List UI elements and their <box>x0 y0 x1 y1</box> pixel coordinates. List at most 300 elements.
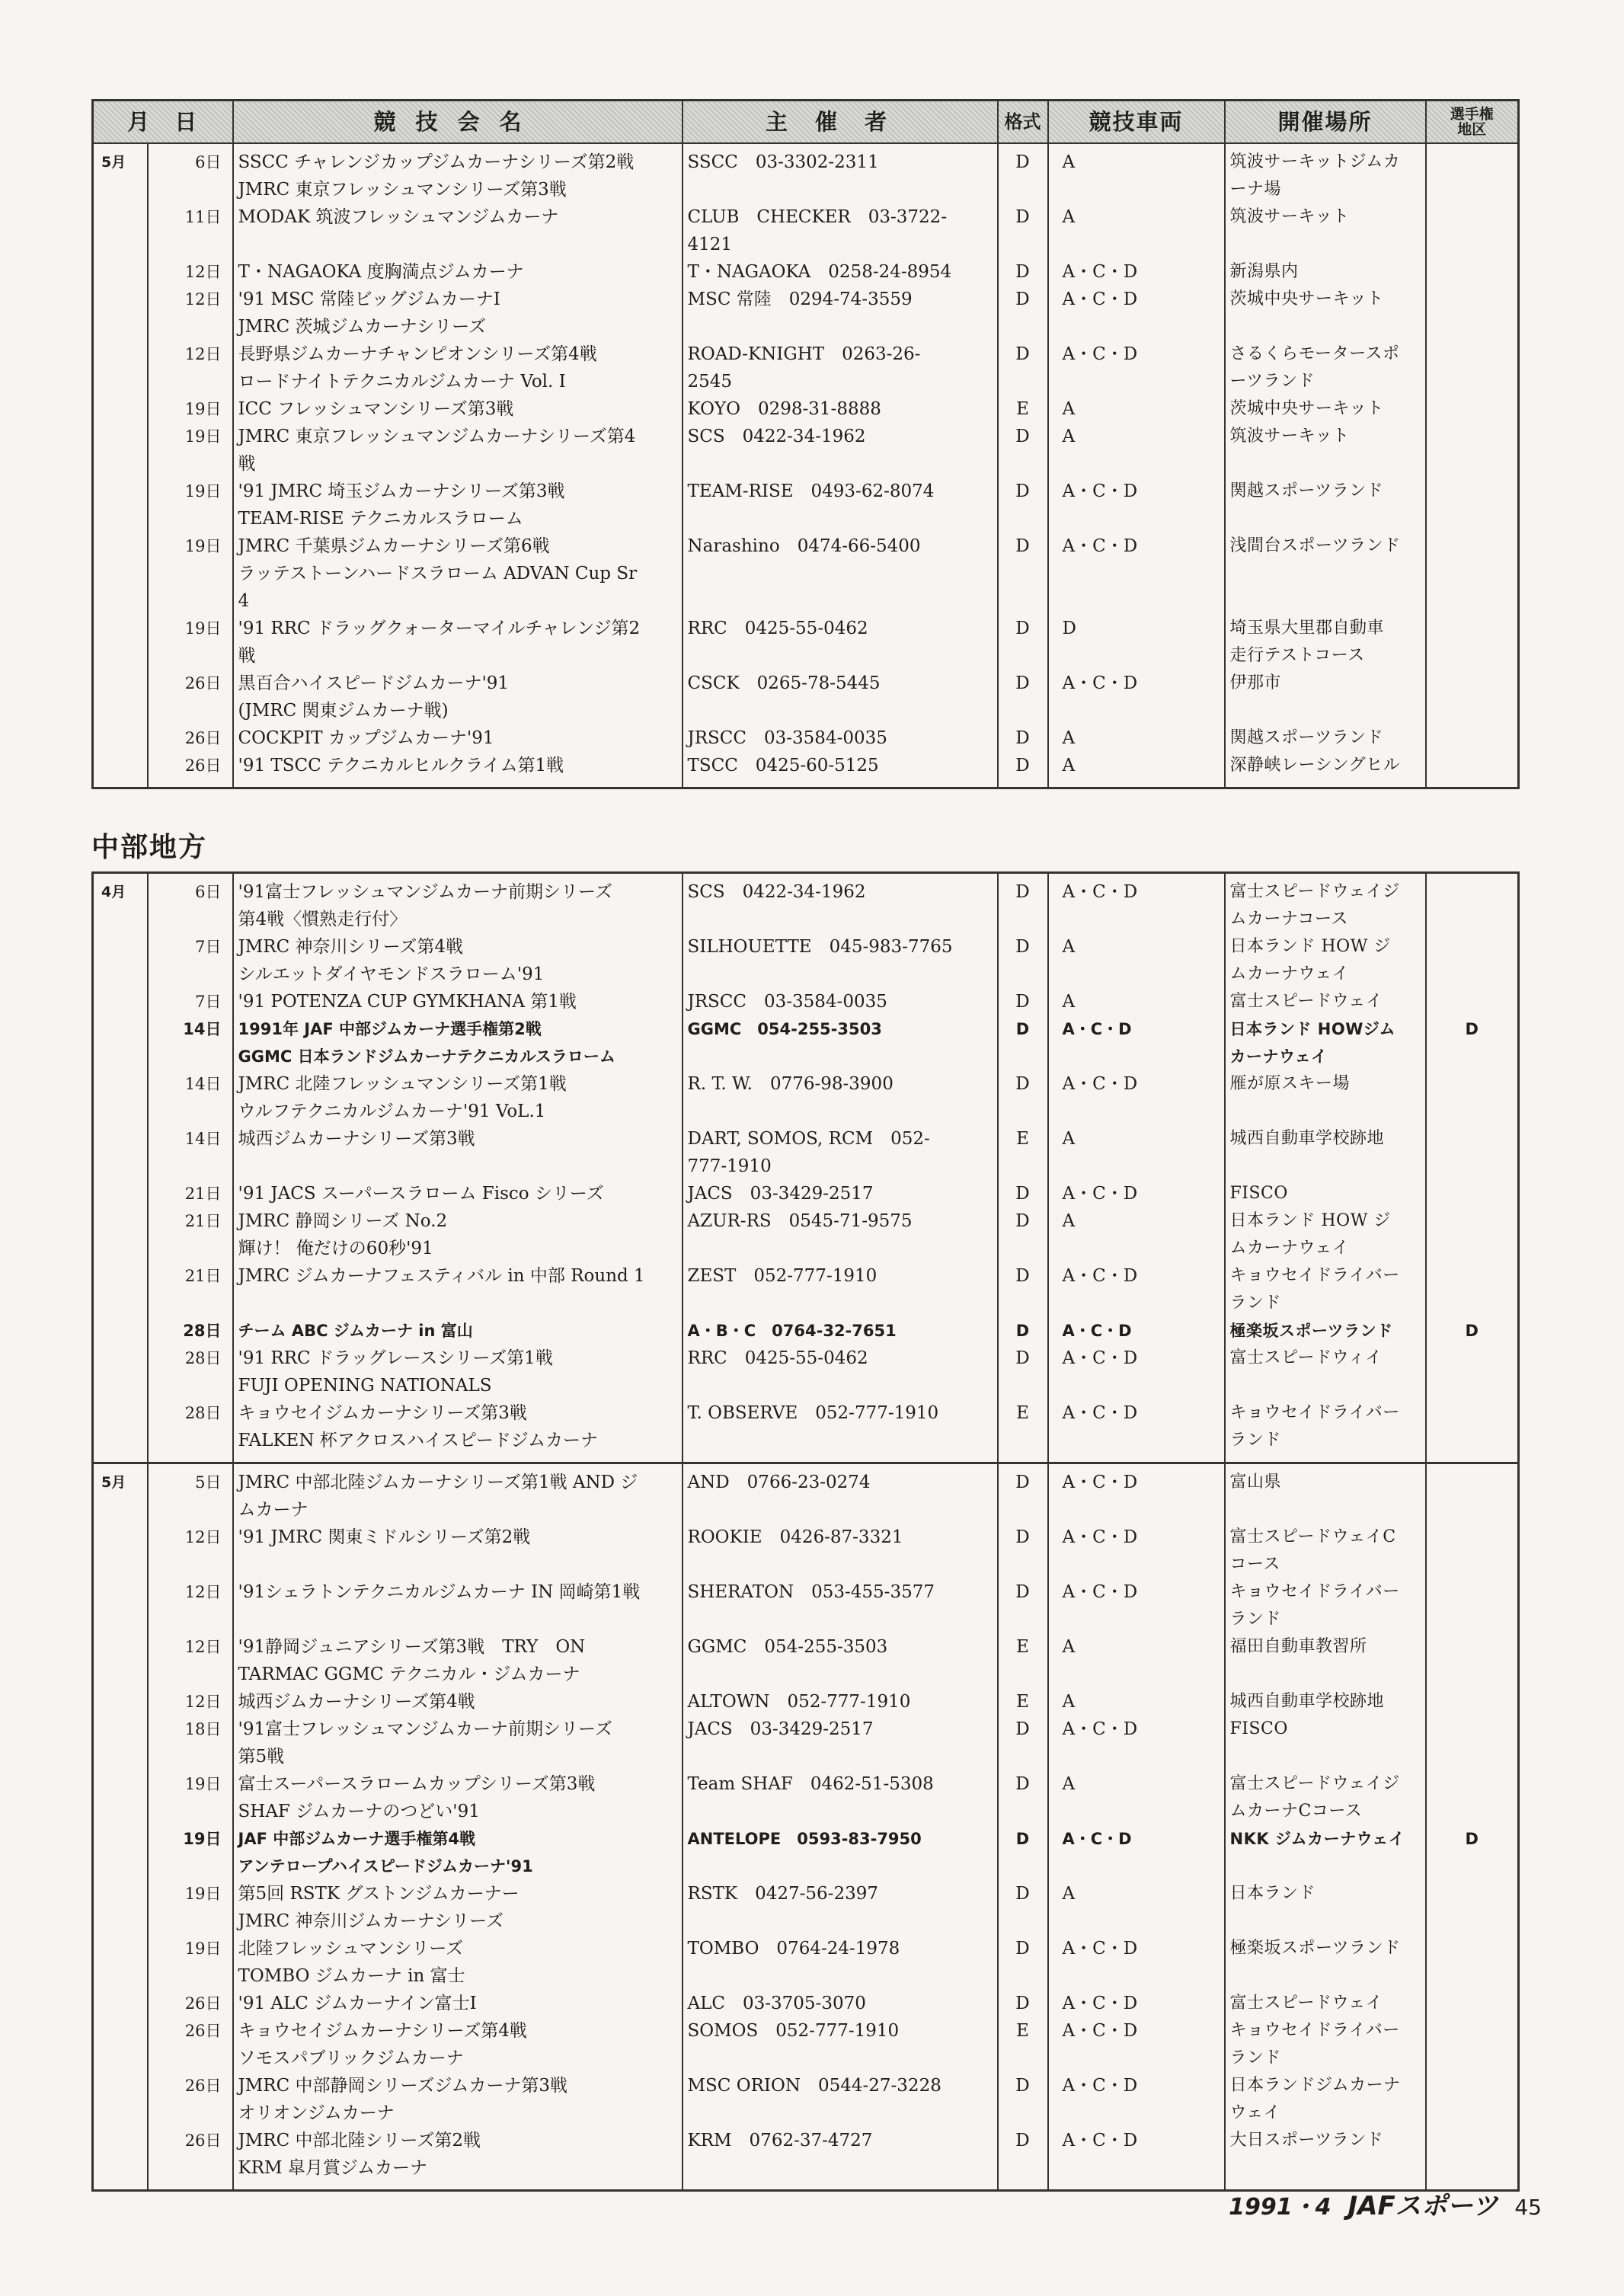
venue-cell: 雁が原スキー場 <box>1225 1070 1426 1125</box>
day-cell: 26日 <box>148 670 233 724</box>
table-row <box>93 1207 1519 1262</box>
organizer-cell: SCS 0422-34-1962 <box>683 423 998 478</box>
vehicle-class-cell: A <box>1048 724 1225 752</box>
championship-cell <box>1426 2017 1519 2072</box>
header-organizer: 主催者 <box>683 101 998 144</box>
venue-cell: 富士スピードウィイ <box>1225 1345 1426 1399</box>
vehicle-class-cell: A・C・D <box>1048 1070 1225 1125</box>
venue-cell: NKK ジムカーナウェイ <box>1225 1825 1426 1880</box>
venue-cell: 日本ランド HOW ジ ムカーナウェイ <box>1225 1207 1426 1262</box>
venue-cell: 極楽坂スポーツランド <box>1225 1935 1426 1990</box>
event-name-cell: '91 RRC ドラッグレースシリーズ第1戦 FUJI OPENING NATIONALS <box>233 1345 683 1399</box>
day-cell: 21日 <box>148 1180 233 1207</box>
championship-cell <box>1426 1207 1519 1262</box>
month-cell <box>93 1578 148 1633</box>
format-cell: D <box>998 478 1048 532</box>
venue-cell: 茨城中央サーキット <box>1225 286 1426 341</box>
championship-cell <box>1426 1716 1519 1770</box>
event-name-cell: '91 JACS スーパースラローム Fisco シリーズ <box>233 1180 683 1207</box>
day-cell: 28日 <box>148 1399 233 1463</box>
championship-cell <box>1426 752 1519 788</box>
organizer-cell: GGMC 054-255-3503 <box>683 1633 998 1688</box>
format-cell: E <box>998 1688 1048 1716</box>
vehicle-class-cell: A・C・D <box>1048 670 1225 724</box>
vehicle-class-cell: A・C・D <box>1048 478 1225 532</box>
event-name-cell: JMRC 中部北陸シリーズ第2戦 KRM 皐月賞ジムカーナ <box>233 2127 683 2191</box>
vehicle-class-cell: A <box>1048 1770 1225 1825</box>
month-cell <box>93 423 148 478</box>
page-number: 45 <box>1514 2195 1542 2220</box>
month-cell <box>93 670 148 724</box>
vehicle-class-cell: A・C・D <box>1048 1578 1225 1633</box>
format-cell: D <box>998 1317 1048 1345</box>
format-cell: D <box>998 1345 1048 1399</box>
venue-cell: 大日スポーツランド <box>1225 2127 1426 2191</box>
table-row <box>93 341 1519 395</box>
event-name-cell: JMRC 中部北陸ジムカーナシリーズ第1戦 AND ジ ムカーナ <box>233 1463 683 1524</box>
table-row <box>93 1070 1519 1125</box>
event-name-cell: '91富士フレッシュマンジムカーナ前期シリーズ 第5戦 <box>233 1716 683 1770</box>
event-name-cell: JAF 中部ジムカーナ選手権第4戦 アンテロープハイスピードジムカーナ'91 <box>233 1825 683 1880</box>
day-cell: 26日 <box>148 752 233 788</box>
vehicle-class-cell: A <box>1048 143 1225 203</box>
format-cell: D <box>998 1880 1048 1935</box>
organizer-cell: R. T. W. 0776-98-3900 <box>683 1070 998 1125</box>
vehicle-class-cell: A <box>1048 752 1225 788</box>
venue-cell: 筑波サーキット <box>1225 203 1426 258</box>
championship-cell: D <box>1426 1825 1519 1880</box>
format-cell: D <box>998 1990 1048 2017</box>
organizer-cell: A・B・C 0764-32-7651 <box>683 1317 998 1345</box>
vehicle-class-cell: A・C・D <box>1048 873 1225 934</box>
event-name-cell: '91富士フレッシュマンジムカーナ前期シリーズ 第4戦〈慣熟走行付〉 <box>233 873 683 934</box>
organizer-cell: JRSCC 03-3584-0035 <box>683 988 998 1015</box>
event-name-cell: 北陸フレッシュマンシリーズ TOMBO ジムカーナ in 富士 <box>233 1935 683 1990</box>
day-cell: 12日 <box>148 1688 233 1716</box>
format-cell: D <box>998 1015 1048 1070</box>
event-name-cell: JMRC 神奈川シリーズ第4戦 シルエットダイヤモンドスラローム'91 <box>233 933 683 988</box>
venue-cell: 日本ランド <box>1225 1880 1426 1935</box>
day-cell: 14日 <box>148 1125 233 1180</box>
organizer-cell: Narashino 0474-66-5400 <box>683 532 998 615</box>
venue-cell: 富山県 <box>1225 1463 1426 1524</box>
month-cell <box>93 1207 148 1262</box>
table-row <box>93 1990 1519 2017</box>
day-cell: 12日 <box>148 1633 233 1688</box>
venue-cell: 富士スピードウェイジ ムカーナコース <box>1225 873 1426 934</box>
venue-cell: 日本ランド HOW ジ ムカーナウェイ <box>1225 933 1426 988</box>
format-cell: D <box>998 1180 1048 1207</box>
event-name-cell: JMRC ジムカーナフェスティバル in 中部 Round 1 <box>233 1262 683 1317</box>
schedule-table-kanto <box>91 99 1517 789</box>
day-cell: 7日 <box>148 933 233 988</box>
event-name-cell: MODAK 筑波フレッシュマンジムカーナ <box>233 203 683 258</box>
championship-cell <box>1426 1990 1519 2017</box>
venue-cell: 日本ランドジムカーナ ウェイ <box>1225 2072 1426 2127</box>
table-row <box>93 258 1519 286</box>
month-cell <box>93 1125 148 1180</box>
event-name-cell: 城西ジムカーナシリーズ第4戦 <box>233 1688 683 1716</box>
table-row <box>93 2127 1519 2191</box>
championship-cell <box>1426 203 1519 258</box>
championship-cell <box>1426 2072 1519 2127</box>
day-cell: 19日 <box>148 1880 233 1935</box>
championship-cell <box>1426 258 1519 286</box>
event-name-cell: 黒百合ハイスピードジムカーナ'91 (JMRC 関東ジムカーナ戦) <box>233 670 683 724</box>
format-cell: E <box>998 1125 1048 1180</box>
organizer-cell: T. OBSERVE 052-777-1910 <box>683 1399 998 1463</box>
day-cell: 7日 <box>148 988 233 1015</box>
vehicle-class-cell: A・C・D <box>1048 258 1225 286</box>
vehicle-class-cell: A <box>1048 1207 1225 1262</box>
table-row <box>93 1345 1519 1399</box>
day-cell: 26日 <box>148 2017 233 2072</box>
organizer-cell: ZEST 052-777-1910 <box>683 1262 998 1317</box>
table-row <box>93 670 1519 724</box>
table-row <box>93 1399 1519 1463</box>
table-row <box>93 286 1519 341</box>
organizer-cell: RRC 0425-55-0462 <box>683 1345 998 1399</box>
table-row <box>93 1125 1519 1180</box>
vehicle-class-cell: A・C・D <box>1048 1262 1225 1317</box>
month-cell <box>93 286 148 341</box>
month-cell <box>93 1770 148 1825</box>
table-row <box>93 1880 1519 1935</box>
table-row <box>93 2072 1519 2127</box>
organizer-cell: ANTELOPE 0593-83-7950 <box>683 1825 998 1880</box>
event-name-cell: キョウセイジムカーナシリーズ第3戦 FALKEN 杯アクロスハイスピードジムカーナ <box>233 1399 683 1463</box>
championship-cell <box>1426 423 1519 478</box>
event-name-cell: JMRC 東京フレッシュマンジムカーナシリーズ第4 戦 <box>233 423 683 478</box>
table-row <box>93 1015 1519 1070</box>
venue-cell: 新潟県内 <box>1225 258 1426 286</box>
organizer-cell: KOYO 0298-31-8888 <box>683 395 998 423</box>
venue-cell: 日本ランド HOWジム カーナウェイ <box>1225 1015 1426 1070</box>
day-cell: 19日 <box>148 478 233 532</box>
event-name-cell: '91 RRC ドラッグクォーターマイルチャレンジ第2 戦 <box>233 615 683 670</box>
day-cell: 5日 <box>148 1463 233 1524</box>
vehicle-class-cell: A <box>1048 395 1225 423</box>
table-row <box>93 1463 1519 1524</box>
organizer-cell: CSCK 0265-78-5445 <box>683 670 998 724</box>
header-event: 競技会名 <box>233 101 683 144</box>
championship-cell <box>1426 988 1519 1015</box>
event-name-cell: '91 ALC ジムカーナイン富士Ⅰ <box>233 1990 683 2017</box>
vehicle-class-cell: A・C・D <box>1048 1463 1225 1524</box>
day-cell: 11日 <box>148 203 233 258</box>
vehicle-class-cell: A・C・D <box>1048 1825 1225 1880</box>
day-cell: 19日 <box>148 532 233 615</box>
venue-cell: 城西自動車学校跡地 <box>1225 1125 1426 1180</box>
day-cell: 18日 <box>148 1716 233 1770</box>
organizer-cell: GGMC 054-255-3503 <box>683 1015 998 1070</box>
vehicle-class-cell: A <box>1048 1125 1225 1180</box>
format-cell: D <box>998 1716 1048 1770</box>
event-name-cell: SSCC チャレンジカップジムカーナシリーズ第2戦 JMRC 東京フレッシュマンシリーズ第3戦 <box>233 143 683 203</box>
format-cell: D <box>998 1262 1048 1317</box>
month-cell <box>93 1990 148 2017</box>
table-row <box>93 933 1519 988</box>
organizer-cell: RRC 0425-55-0462 <box>683 615 998 670</box>
table-row <box>93 1825 1519 1880</box>
venue-cell: 浅間台スポーツランド <box>1225 532 1426 615</box>
format-cell: D <box>998 615 1048 670</box>
venue-cell: キョウセイドライバー ランド <box>1225 1399 1426 1463</box>
format-cell: D <box>998 1207 1048 1262</box>
event-name-cell: '91 MSC 常陸ビッグジムカーナⅠ JMRC 茨城ジムカーナシリーズ <box>233 286 683 341</box>
format-cell: D <box>998 2127 1048 2191</box>
vehicle-class-cell: A・C・D <box>1048 1524 1225 1578</box>
table-row <box>93 615 1519 670</box>
format-cell: D <box>998 258 1048 286</box>
championship-cell <box>1426 143 1519 203</box>
day-cell: 26日 <box>148 1990 233 2017</box>
championship-cell <box>1426 615 1519 670</box>
format-cell: D <box>998 933 1048 988</box>
format-cell: D <box>998 143 1048 203</box>
organizer-cell: TEAM-RISE 0493-62-8074 <box>683 478 998 532</box>
month-cell <box>93 203 148 258</box>
venue-cell: FISCO <box>1225 1180 1426 1207</box>
event-name-cell: JMRC 千葉県ジムカーナシリーズ第6戦 ラッテストーンハードスラローム ADVAN Cup Sr 4 <box>233 532 683 615</box>
championship-cell <box>1426 1935 1519 1990</box>
vehicle-class-cell: A・C・D <box>1048 1180 1225 1207</box>
month-cell <box>93 395 148 423</box>
table-row <box>93 1633 1519 1688</box>
month-cell <box>93 2072 148 2127</box>
month-cell <box>93 2017 148 2072</box>
organizer-cell: JACS 03-3429-2517 <box>683 1180 998 1207</box>
format-cell: D <box>998 724 1048 752</box>
venue-cell: キョウセイドライバー ランド <box>1225 1262 1426 1317</box>
venue-cell: 伊那市 <box>1225 670 1426 724</box>
day-cell: 28日 <box>148 1317 233 1345</box>
format-cell: D <box>998 203 1048 258</box>
month-cell <box>93 1317 148 1345</box>
championship-cell <box>1426 1125 1519 1180</box>
month-cell: 4月 <box>93 873 148 934</box>
format-cell: D <box>998 2072 1048 2127</box>
event-name-cell: '91静岡ジュニアシリーズ第3戦 TRY ON TARMAC GGMC テクニカル・ジムカーナ <box>233 1633 683 1688</box>
venue-cell: 富士スピードウェイジ ムカーナCコース <box>1225 1770 1426 1825</box>
vehicle-class-cell: A <box>1048 988 1225 1015</box>
vehicle-class-cell: A <box>1048 423 1225 478</box>
organizer-cell: Team SHAF 0462-51-5308 <box>683 1770 998 1825</box>
venue-cell: 深静峡レーシングヒル <box>1225 752 1426 788</box>
organizer-cell: AND 0766-23-0274 <box>683 1463 998 1524</box>
championship-cell <box>1426 1880 1519 1935</box>
day-cell: 19日 <box>148 1825 233 1880</box>
table-header-row <box>93 101 1519 144</box>
month-cell <box>93 478 148 532</box>
venue-cell: キョウセイドライバー ランド <box>1225 2017 1426 2072</box>
day-cell: 12日 <box>148 258 233 286</box>
event-name-cell: チーム ABC ジムカーナ in 富山 <box>233 1317 683 1345</box>
event-name-cell: '91 TSCC テクニカルヒルクライム第1戦 <box>233 752 683 788</box>
organizer-cell: MSC ORION 0544-27-3228 <box>683 2072 998 2127</box>
vehicle-class-cell: A・C・D <box>1048 2072 1225 2127</box>
vehicle-class-cell: A・C・D <box>1048 2127 1225 2191</box>
month-cell <box>93 1688 148 1716</box>
organizer-cell: SILHOUETTE 045-983-7765 <box>683 933 998 988</box>
venue-cell: 茨城中央サーキット <box>1225 395 1426 423</box>
day-cell: 26日 <box>148 724 233 752</box>
venue-cell: 筑波サーキット <box>1225 423 1426 478</box>
month-cell <box>93 1345 148 1399</box>
month-cell <box>93 532 148 615</box>
table-row <box>93 1578 1519 1633</box>
table-row <box>93 873 1519 934</box>
day-cell: 6日 <box>148 873 233 934</box>
event-name-cell: JMRC 北陸フレッシュマンシリーズ第1戦 ウルフテクニカルジムカーナ'91 VoL.1 <box>233 1070 683 1125</box>
championship-cell <box>1426 1399 1519 1463</box>
day-cell: 12日 <box>148 1524 233 1578</box>
month-cell <box>93 2127 148 2191</box>
table-row <box>93 1317 1519 1345</box>
format-cell: D <box>998 988 1048 1015</box>
organizer-cell: ALTOWN 052-777-1910 <box>683 1688 998 1716</box>
vehicle-class-cell: D <box>1048 615 1225 670</box>
format-cell: D <box>998 670 1048 724</box>
table-row <box>93 395 1519 423</box>
vehicle-class-cell: A <box>1048 1688 1225 1716</box>
event-name-cell: 第5回 RSTK グストンジムカーナー JMRC 神奈川ジムカーナシリーズ <box>233 1880 683 1935</box>
table-row <box>93 752 1519 788</box>
table-row <box>93 1524 1519 1578</box>
day-cell: 26日 <box>148 2127 233 2191</box>
championship-cell <box>1426 1633 1519 1688</box>
championship-cell <box>1426 1463 1519 1524</box>
championship-cell <box>1426 933 1519 988</box>
table-row <box>93 1180 1519 1207</box>
month-cell <box>93 341 148 395</box>
format-cell: D <box>998 1463 1048 1524</box>
organizer-cell: ROOKIE 0426-87-3321 <box>683 1524 998 1578</box>
championship-cell <box>1426 2127 1519 2191</box>
day-cell: 14日 <box>148 1015 233 1070</box>
table-row <box>93 478 1519 532</box>
event-name-cell: T・NAGAOKA 度胸満点ジムカーナ <box>233 258 683 286</box>
issue-date: 1991・4 <box>1229 2194 1331 2221</box>
organizer-cell: RSTK 0427-56-2397 <box>683 1880 998 1935</box>
championship-cell <box>1426 286 1519 341</box>
month-cell <box>93 1633 148 1688</box>
day-cell: 12日 <box>148 341 233 395</box>
day-cell: 28日 <box>148 1345 233 1399</box>
day-cell: 21日 <box>148 1207 233 1262</box>
venue-cell: 富士スピードウェイ <box>1225 988 1426 1015</box>
day-cell: 26日 <box>148 2072 233 2127</box>
month-cell <box>93 1880 148 1935</box>
month-cell <box>93 1070 148 1125</box>
organizer-cell: MSC 常陸 0294-74-3559 <box>683 286 998 341</box>
championship-cell <box>1426 341 1519 395</box>
organizer-cell: SHERATON 053-455-3577 <box>683 1578 998 1633</box>
vehicle-class-cell: A・C・D <box>1048 1345 1225 1399</box>
event-name-cell: 城西ジムカーナシリーズ第3戦 <box>233 1125 683 1180</box>
month-cell <box>93 1825 148 1880</box>
section-title-chubu: 中部地方 <box>91 832 208 863</box>
format-cell: D <box>998 286 1048 341</box>
vehicle-class-cell: A・C・D <box>1048 1317 1225 1345</box>
format-cell: D <box>998 1524 1048 1578</box>
format-cell: E <box>998 2017 1048 2072</box>
championship-cell: D <box>1426 1317 1519 1345</box>
month-cell <box>93 1716 148 1770</box>
event-name-cell: COCKPIT カップジムカーナ'91 <box>233 724 683 752</box>
table-row <box>93 1716 1519 1770</box>
vehicle-class-cell: A・C・D <box>1048 1015 1225 1070</box>
format-cell: D <box>998 1578 1048 1633</box>
day-cell: 19日 <box>148 1770 233 1825</box>
magazine-logo: JAFスポーツ <box>1347 2191 1498 2221</box>
day-cell: 19日 <box>148 1935 233 1990</box>
championship-cell <box>1426 873 1519 934</box>
organizer-cell: JACS 03-3429-2517 <box>683 1716 998 1770</box>
format-cell: D <box>998 1825 1048 1880</box>
table-row <box>93 724 1519 752</box>
event-name-cell: JMRC 静岡シリーズ No.2 輝け！ 俺だけの60秒'91 <box>233 1207 683 1262</box>
vehicle-class-cell: A・C・D <box>1048 1990 1225 2017</box>
organizer-cell: CLUB CHECKER 03-3722- 4121 <box>683 203 998 258</box>
table-row <box>93 1262 1519 1317</box>
day-cell: 21日 <box>148 1262 233 1317</box>
format-cell: D <box>998 1070 1048 1125</box>
month-cell <box>93 258 148 286</box>
championship-cell: D <box>1426 1015 1519 1070</box>
format-cell: D <box>998 873 1048 934</box>
organizer-cell: JRSCC 03-3584-0035 <box>683 724 998 752</box>
venue-cell: 関越スポーツランド <box>1225 478 1426 532</box>
organizer-cell: ALC 03-3705-3070 <box>683 1990 998 2017</box>
event-name-cell: '91 JMRC 埼玉ジムカーナシリーズ第3戦 TEAM-RISE テクニカルスラローム <box>233 478 683 532</box>
day-cell: 19日 <box>148 395 233 423</box>
month-cell <box>93 933 148 988</box>
format-cell: D <box>998 752 1048 788</box>
day-cell: 12日 <box>148 1578 233 1633</box>
format-cell: D <box>998 1935 1048 1990</box>
format-cell: E <box>998 1399 1048 1463</box>
organizer-cell: SCS 0422-34-1962 <box>683 873 998 934</box>
table-row <box>93 423 1519 478</box>
championship-cell <box>1426 1524 1519 1578</box>
championship-cell <box>1426 1688 1519 1716</box>
event-name-cell: ICC フレッシュマンシリーズ第3戦 <box>233 395 683 423</box>
header-venue: 開催場所 <box>1225 101 1426 144</box>
table-row <box>93 143 1519 203</box>
vehicle-class-cell: A・C・D <box>1048 1399 1225 1463</box>
championship-cell <box>1426 1345 1519 1399</box>
vehicle-class-cell: A・C・D <box>1048 1935 1225 1990</box>
vehicle-class-cell: A・C・D <box>1048 286 1225 341</box>
month-cell <box>93 1935 148 1990</box>
page-footer <box>1229 2185 1542 2222</box>
format-cell: E <box>998 1633 1048 1688</box>
day-cell: 14日 <box>148 1070 233 1125</box>
month-cell <box>93 1180 148 1207</box>
day-cell: 19日 <box>148 423 233 478</box>
championship-cell <box>1426 1180 1519 1207</box>
organizer-cell: TOMBO 0764-24-1978 <box>683 1935 998 1990</box>
table-row <box>93 1770 1519 1825</box>
championship-cell <box>1426 1070 1519 1125</box>
championship-cell <box>1426 1770 1519 1825</box>
venue-cell: 富士スピードウェイ <box>1225 1990 1426 2017</box>
month-cell: 5月 <box>93 1463 148 1524</box>
vehicle-class-cell: A <box>1048 203 1225 258</box>
event-name-cell: '91シェラトンテクニカルジムカーナ IN 岡崎第1戦 <box>233 1578 683 1633</box>
header-championship: 選手権 地区 <box>1426 101 1519 144</box>
